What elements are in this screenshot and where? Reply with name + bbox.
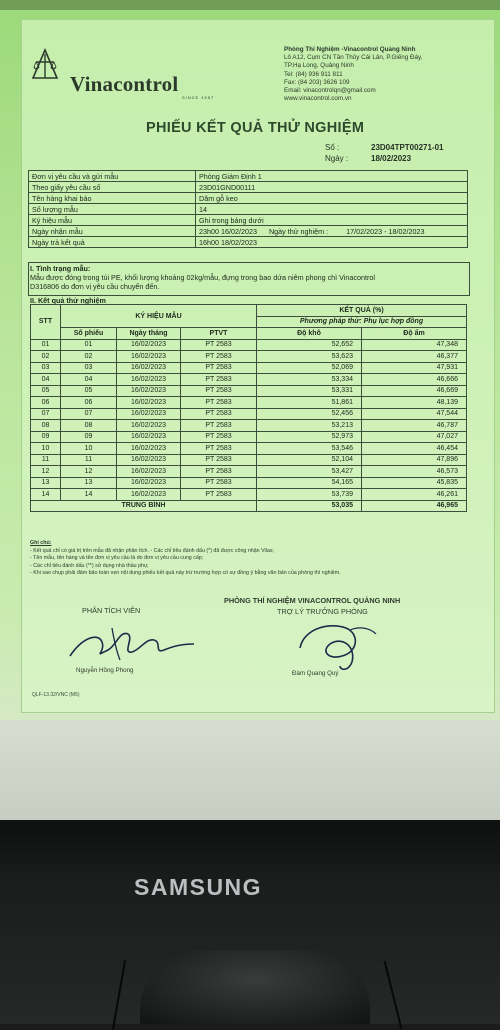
stt-cell: 04 [31, 374, 61, 386]
moisture-value-cell: 46,261 [362, 489, 467, 501]
dry-value-cell: 53,334 [257, 374, 362, 386]
sheet-no-cell: 05 [61, 385, 117, 397]
sheet-no-cell: 12 [61, 466, 117, 478]
report-date-label: Ngày : [325, 154, 349, 163]
info-value: Phòng Giám Định 1 [196, 171, 468, 182]
table-row [31, 443, 467, 455]
table-row [31, 362, 467, 374]
ptvt-cell: PT 2583 [181, 397, 257, 409]
average-label: TRUNG BÌNH [31, 500, 257, 512]
col-header-method: Phương pháp thử: Phụ lục hợp đồng [257, 316, 467, 328]
col-header-dry: Độ khô [257, 328, 362, 340]
info-row [29, 226, 468, 237]
date-cell: 16/02/2023 [117, 385, 181, 397]
report-number-label: Số : [325, 143, 340, 152]
table-row [31, 385, 467, 397]
sheet-no-cell: 11 [61, 454, 117, 466]
report-date-value: 18/02/2023 [371, 154, 412, 163]
report-number-value: 23D04TPT00271-01 [371, 143, 444, 152]
info-row [29, 237, 468, 248]
address-line: Tel: (84) 936 911 811 [284, 70, 343, 78]
moisture-value-cell: 45,835 [362, 477, 467, 489]
stt-cell: 03 [31, 362, 61, 374]
table-row [31, 431, 467, 443]
col-header-ptvt: PTVT [181, 328, 257, 340]
test-date-label: Ngày thử nghiệm : [268, 226, 329, 236]
sample-condition-text: Mẫu được đóng trong túi PE, khối lượng khoảng 02kg/mẫu, đựng trong bao dứa niêm phong chì Vinacontrol [30, 273, 376, 282]
moisture-value-cell: 46,787 [362, 420, 467, 432]
request-info-table [28, 170, 468, 248]
info-value [196, 226, 468, 237]
stt-cell: 12 [31, 466, 61, 478]
table-row [31, 454, 467, 466]
info-row [29, 182, 468, 193]
dry-value-cell: 53,331 [257, 385, 362, 397]
table-row [31, 477, 467, 489]
address-line: Phòng Thí Nghiệm -Vinacontrol Quảng Ninh [284, 46, 416, 53]
sheet-no-cell: 13 [61, 477, 117, 489]
results-body [31, 339, 467, 500]
date-cell: 16/02/2023 [117, 477, 181, 489]
ptvt-cell: PT 2583 [181, 477, 257, 489]
table-row [31, 466, 467, 478]
vinacontrol-scales-logo-icon [30, 48, 60, 82]
dry-value-cell: 52,652 [257, 339, 362, 351]
moisture-value-cell: 47,931 [362, 362, 467, 374]
info-key: Ký hiệu mẫu [29, 215, 196, 226]
stt-cell: 07 [31, 408, 61, 420]
info-value: 14 [196, 204, 468, 215]
address-line: Email: vinacontrolqn@gmail.com [284, 87, 376, 95]
date-cell: 16/02/2023 [117, 420, 181, 432]
table-row [31, 408, 467, 420]
screen-blank-area [0, 720, 500, 820]
sheet-no-cell: 06 [61, 397, 117, 409]
lab-org-signature-title: PHÒNG THÍ NGHIỆM VINACONTROL QUẢNG NINH [224, 596, 401, 605]
sample-condition-title: I. Tình trạng mẫu: [30, 264, 91, 273]
lab-address-block [284, 46, 494, 103]
info-value: Ghi trong bảng dưới [196, 215, 468, 226]
brand-name: Vinacontrol [70, 72, 179, 96]
sample-condition-text: D316806 do đơn vị yêu cầu chuyển đến. [30, 282, 160, 291]
assistant-head-role: TRỢ LÝ TRƯỞNG PHÒNG [277, 607, 368, 616]
assistant-head-signature [290, 618, 390, 674]
date-cell: 16/02/2023 [117, 489, 181, 501]
moisture-value-cell: 48,139 [362, 397, 467, 409]
ptvt-cell: PT 2583 [181, 454, 257, 466]
ptvt-cell: PT 2583 [181, 385, 257, 397]
date-cell: 16/02/2023 [117, 339, 181, 351]
ptvt-cell: PT 2583 [181, 489, 257, 501]
monitor-stand [140, 950, 370, 1024]
screen-top-bar [0, 0, 500, 10]
moisture-value-cell: 47,544 [362, 408, 467, 420]
dry-value-cell: 51,861 [257, 397, 362, 409]
moisture-value-cell: 46,573 [362, 466, 467, 478]
dry-value-cell: 52,069 [257, 362, 362, 374]
ptvt-cell: PT 2583 [181, 420, 257, 432]
sheet-no-cell: 07 [61, 408, 117, 420]
notes-title: Ghi chú: [30, 540, 52, 546]
form-code: QLF-13.32/VNC (M5) [32, 692, 80, 698]
info-key: Số lượng mẫu [29, 204, 196, 215]
results-section-title: II. Kết quả thử nghiệm [30, 296, 106, 305]
sheet-no-cell: 08 [61, 420, 117, 432]
average-moisture-value: 46,965 [362, 500, 467, 512]
stt-cell: 11 [31, 454, 61, 466]
test-date-value: 17/02/2023 - 18/02/2023 [346, 226, 425, 236]
col-header-moisture: Độ ẩm [362, 328, 467, 340]
assistant-head-name: Đàm Quang Quý [292, 670, 339, 677]
dry-value-cell: 53,739 [257, 489, 362, 501]
table-row [31, 420, 467, 432]
date-cell: 16/02/2023 [117, 351, 181, 363]
analyst-name: Nguyễn Hồng Phong [76, 667, 134, 674]
stt-cell: 10 [31, 443, 61, 455]
date-cell: 16/02/2023 [117, 362, 181, 374]
info-row [29, 171, 468, 182]
address-line: www.vinacontrol.com.vn [284, 95, 352, 103]
address-line: TP.Hạ Long, Quảng Ninh [284, 62, 354, 70]
stt-cell: 09 [31, 431, 61, 443]
average-dry-value: 53,035 [257, 500, 362, 512]
dry-value-cell: 53,213 [257, 420, 362, 432]
col-header-date: Ngày tháng [117, 328, 181, 340]
moisture-value-cell: 47,348 [362, 339, 467, 351]
sheet-no-cell: 02 [61, 351, 117, 363]
sheet-no-cell: 09 [61, 431, 117, 443]
monitor-bezel-edge [0, 820, 500, 834]
results-header-row [31, 305, 467, 317]
notes-block [30, 540, 466, 578]
note-line: - Kết quả chỉ có giá trị trên mẫu đã nhận phân tích. - Các chỉ tiêu đánh dấu (*) đã được công nhận Vilas; [30, 547, 274, 554]
dry-value-cell: 53,546 [257, 443, 362, 455]
table-row [31, 351, 467, 363]
info-key: Ngày trả kết quả [29, 237, 196, 248]
info-value: 23D01GND00111 [196, 182, 468, 193]
brand-since: SINCE 1957 [182, 95, 215, 100]
moisture-value-cell: 46,377 [362, 351, 467, 363]
moisture-value-cell: 46,666 [362, 374, 467, 386]
date-cell: 16/02/2023 [117, 397, 181, 409]
stt-cell: 14 [31, 489, 61, 501]
analyst-role: PHÂN TÍCH VIÊN [82, 606, 141, 615]
sheet-no-cell: 01 [61, 339, 117, 351]
sheet-no-cell: 10 [61, 443, 117, 455]
dry-value-cell: 53,623 [257, 351, 362, 363]
date-cell: 16/02/2023 [117, 466, 181, 478]
ptvt-cell: PT 2583 [181, 362, 257, 374]
col-header-stt: STT [31, 305, 61, 340]
receive-date-value: 23h00 16/02/2023 [199, 226, 257, 236]
info-key: Ngày nhận mẫu [29, 226, 196, 237]
sheet-no-cell: 14 [61, 489, 117, 501]
table-row [31, 397, 467, 409]
dry-value-cell: 52,456 [257, 408, 362, 420]
dry-value-cell: 54,165 [257, 477, 362, 489]
info-key: Đơn vị yêu cầu và gửi mẫu [29, 171, 196, 182]
stt-cell: 13 [31, 477, 61, 489]
date-cell: 16/02/2023 [117, 374, 181, 386]
stt-cell: 05 [31, 385, 61, 397]
table-row [31, 374, 467, 386]
col-header-sample-code: KÝ HIỆU MẪU [61, 305, 257, 328]
date-cell: 16/02/2023 [117, 454, 181, 466]
analyst-signature [62, 620, 202, 670]
monitor-brand-logo: SAMSUNG [134, 874, 263, 900]
note-line: - Các chỉ tiêu đánh dấu (**) sử dụng nhà thầu phụ; [30, 562, 149, 569]
date-cell: 16/02/2023 [117, 431, 181, 443]
moisture-value-cell: 47,027 [362, 431, 467, 443]
info-row [29, 215, 468, 226]
dry-value-cell: 52,104 [257, 454, 362, 466]
address-line: Lô A12, Cụm CN Tân Thủy Cái Lân, P.Giếng Đáy, [284, 54, 423, 62]
results-table [30, 304, 467, 512]
info-value: 16h00 18/02/2023 [196, 237, 468, 248]
date-cell: 16/02/2023 [117, 408, 181, 420]
moisture-value-cell: 46,454 [362, 443, 467, 455]
stt-cell: 01 [31, 339, 61, 351]
dry-value-cell: 53,427 [257, 466, 362, 478]
info-row [29, 193, 468, 204]
info-row [29, 204, 468, 215]
sheet-no-cell: 04 [61, 374, 117, 386]
moisture-value-cell: 47,896 [362, 454, 467, 466]
moisture-value-cell: 46,669 [362, 385, 467, 397]
ptvt-cell: PT 2583 [181, 339, 257, 351]
note-line: - Khi sao chụp phải đảm bảo toàn vẹn nội dung phiếu kết quả này trừ trường hợp có sự đồng ý bằng văn bản của phòng thí nghiệm. [30, 570, 341, 576]
col-header-result: KẾT QUẢ (%) [257, 305, 467, 317]
ptvt-cell: PT 2583 [181, 351, 257, 363]
stt-cell: 06 [31, 397, 61, 409]
ptvt-cell: PT 2583 [181, 408, 257, 420]
document-title: PHIẾU KẾT QUẢ THỬ NGHIỆM [146, 120, 365, 136]
stt-cell: 08 [31, 420, 61, 432]
date-cell: 16/02/2023 [117, 443, 181, 455]
info-value: Dăm gỗ keo [196, 193, 468, 204]
table-row [31, 489, 467, 501]
ptvt-cell: PT 2583 [181, 431, 257, 443]
table-row [31, 339, 467, 351]
ptvt-cell: PT 2583 [181, 374, 257, 386]
info-key: Tên hàng khai báo [29, 193, 196, 204]
note-line: - Tên mẫu, tên hàng và tên đơn vị yêu cầu là do đơn vị yêu cầu cung cấp; [30, 555, 204, 561]
ptvt-cell: PT 2583 [181, 443, 257, 455]
dry-value-cell: 52,973 [257, 431, 362, 443]
col-header-sheet-no: Số phiếu [61, 328, 117, 340]
info-key: Theo giấy yêu cầu số [29, 182, 196, 193]
sheet-no-cell: 03 [61, 362, 117, 374]
stt-cell: 02 [31, 351, 61, 363]
results-header-row [31, 328, 467, 340]
address-line: Fax: (84 203) 3626 109 [284, 78, 350, 86]
results-average-row [31, 500, 467, 512]
ptvt-cell: PT 2583 [181, 466, 257, 478]
